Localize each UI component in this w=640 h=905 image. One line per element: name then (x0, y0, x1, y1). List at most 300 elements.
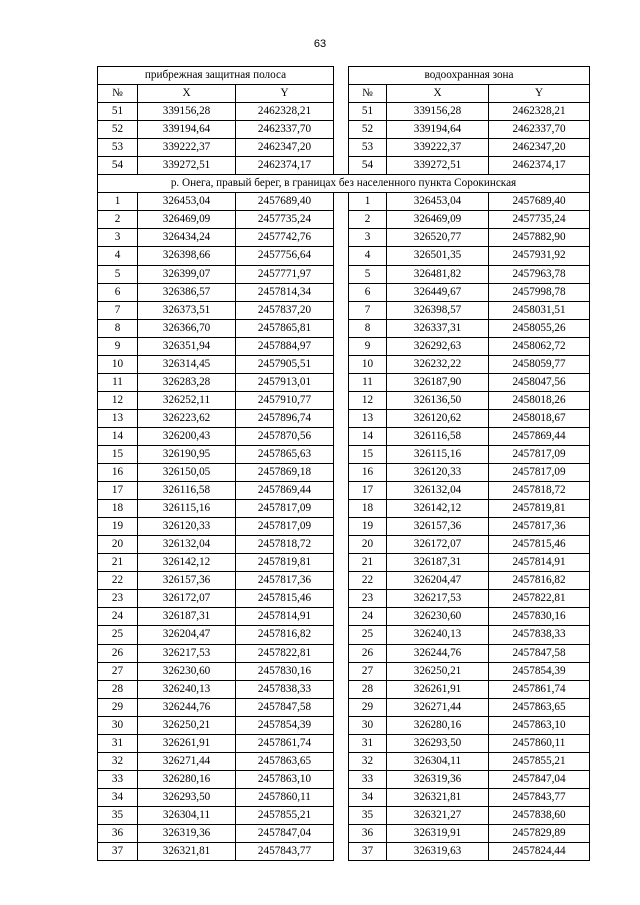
right-x-coordinate: 326453,04 (387, 193, 489, 211)
left-y-coordinate: 2457863,10 (236, 770, 334, 788)
right-y-coordinate: 2457817,09 (489, 445, 590, 463)
right-point-number: 11 (349, 373, 387, 391)
left-point-number: 1 (98, 193, 138, 211)
column-gap (334, 644, 349, 662)
left-x-coordinate: 326293,50 (138, 788, 236, 806)
right-y-coordinate: 2458047,56 (489, 373, 590, 391)
left-y-coordinate: 2457771,97 (236, 265, 334, 283)
table-row (98, 644, 590, 662)
left-point-number: 12 (98, 391, 138, 409)
left-y-coordinate: 2457816,82 (236, 626, 334, 644)
table-row (98, 265, 590, 283)
right-point-number: 26 (349, 644, 387, 662)
column-gap (334, 85, 349, 103)
right-point-number: 10 (349, 355, 387, 373)
table-row (98, 770, 590, 788)
table-row (98, 824, 590, 842)
right-y-coordinate: 2457843,77 (489, 788, 590, 806)
left-x-coordinate: 326187,31 (138, 608, 236, 626)
column-gap (334, 824, 349, 842)
right-y-coordinate: 2457882,90 (489, 229, 590, 247)
right-point-number: 1 (349, 193, 387, 211)
left-zone-title: прибрежная защитная полоса (98, 67, 334, 85)
left-x-coordinate: 326250,21 (138, 716, 236, 734)
table-row (98, 752, 590, 770)
right-y-coordinate: 2457817,36 (489, 518, 590, 536)
column-gap (334, 464, 349, 482)
left-x-coordinate: 326190,95 (138, 445, 236, 463)
right-y-coordinate: 2458031,51 (489, 301, 590, 319)
right-x-coordinate: 326120,33 (387, 464, 489, 482)
left-y-coordinate: 2462374,17 (236, 157, 334, 175)
table-row (98, 680, 590, 698)
right-x-coordinate: 326115,16 (387, 445, 489, 463)
right-y-coordinate: 2457817,09 (489, 464, 590, 482)
left-point-number: 5 (98, 265, 138, 283)
left-y-coordinate: 2457910,77 (236, 391, 334, 409)
left-y-coordinate: 2457838,33 (236, 680, 334, 698)
right-y-coordinate: 2462328,21 (489, 103, 590, 121)
column-gap (334, 247, 349, 265)
right-y-coordinate: 2457838,33 (489, 626, 590, 644)
left-point-number: 51 (98, 103, 138, 121)
right-point-number: 51 (349, 103, 387, 121)
right-point-number: 36 (349, 824, 387, 842)
right-x-coordinate: 326142,12 (387, 500, 489, 518)
left-x-coordinate: 326204,47 (138, 626, 236, 644)
table-row (98, 247, 590, 265)
right-x-coordinate: 326120,62 (387, 409, 489, 427)
right-point-number: 18 (349, 500, 387, 518)
left-x-coordinate: 326351,94 (138, 337, 236, 355)
left-y-coordinate: 2457742,76 (236, 229, 334, 247)
right-point-number: 15 (349, 445, 387, 463)
left-y-coordinate: 2457689,40 (236, 193, 334, 211)
column-gap (334, 283, 349, 301)
left-y-coordinate: 2457869,18 (236, 464, 334, 482)
left-y-coordinate: 2462347,20 (236, 139, 334, 157)
column-gap (334, 265, 349, 283)
right-point-number: 27 (349, 662, 387, 680)
right-y-coordinate: 2457931,92 (489, 247, 590, 265)
left-point-number: 6 (98, 283, 138, 301)
right-x-coordinate: 326337,31 (387, 319, 489, 337)
right-y-coordinate: 2462347,20 (489, 139, 590, 157)
left-y-coordinate: 2457819,81 (236, 554, 334, 572)
column-gap (334, 536, 349, 554)
right-header-y: Y (489, 85, 590, 103)
right-x-coordinate: 326469,09 (387, 211, 489, 229)
right-y-coordinate: 2457863,65 (489, 698, 590, 716)
left-point-number: 25 (98, 626, 138, 644)
left-x-coordinate: 326200,43 (138, 427, 236, 445)
left-point-number: 31 (98, 734, 138, 752)
right-x-coordinate: 326204,47 (387, 572, 489, 590)
left-x-coordinate: 326132,04 (138, 536, 236, 554)
right-y-coordinate: 2457830,16 (489, 608, 590, 626)
right-y-coordinate: 2457861,74 (489, 680, 590, 698)
right-point-number: 37 (349, 843, 387, 861)
right-x-coordinate: 326319,91 (387, 824, 489, 842)
left-header-number: № (98, 85, 138, 103)
column-gap (334, 445, 349, 463)
left-point-number: 7 (98, 301, 138, 319)
table-row (98, 716, 590, 734)
table-row (98, 283, 590, 301)
right-point-number: 33 (349, 770, 387, 788)
left-y-coordinate: 2457817,09 (236, 518, 334, 536)
left-point-number: 35 (98, 806, 138, 824)
left-y-coordinate: 2462337,70 (236, 121, 334, 139)
column-gap (334, 572, 349, 590)
left-y-coordinate: 2457913,01 (236, 373, 334, 391)
left-y-coordinate: 2457735,24 (236, 211, 334, 229)
column-gap (334, 337, 349, 355)
right-y-coordinate: 2462374,17 (489, 157, 590, 175)
left-point-number: 36 (98, 824, 138, 842)
left-point-number: 17 (98, 482, 138, 500)
right-x-coordinate: 326244,76 (387, 644, 489, 662)
left-x-coordinate: 326244,76 (138, 698, 236, 716)
left-x-coordinate: 326223,62 (138, 409, 236, 427)
right-x-coordinate: 339194,64 (387, 121, 489, 139)
column-gap (334, 373, 349, 391)
left-x-coordinate: 326172,07 (138, 590, 236, 608)
column-gap (334, 590, 349, 608)
left-x-coordinate: 326150,05 (138, 464, 236, 482)
right-x-coordinate: 339156,28 (387, 103, 489, 121)
right-y-coordinate: 2457829,89 (489, 824, 590, 842)
right-y-coordinate: 2457863,10 (489, 716, 590, 734)
column-gap (334, 554, 349, 572)
right-point-number: 2 (349, 211, 387, 229)
column-gap (334, 770, 349, 788)
right-point-number: 23 (349, 590, 387, 608)
right-point-number: 13 (349, 409, 387, 427)
column-gap (334, 193, 349, 211)
left-header-y: Y (236, 85, 334, 103)
right-x-coordinate: 326520,77 (387, 229, 489, 247)
left-point-number: 9 (98, 337, 138, 355)
left-y-coordinate: 2457869,44 (236, 482, 334, 500)
right-y-coordinate: 2457838,60 (489, 806, 590, 824)
coordinates-table (97, 66, 590, 861)
left-point-number: 22 (98, 572, 138, 590)
right-point-number: 34 (349, 788, 387, 806)
left-point-number: 16 (98, 464, 138, 482)
right-point-number: 14 (349, 427, 387, 445)
right-point-number: 21 (349, 554, 387, 572)
left-point-number: 32 (98, 752, 138, 770)
table-row (98, 536, 590, 554)
column-gap (334, 500, 349, 518)
section-row (98, 175, 590, 193)
right-y-coordinate: 2457998,78 (489, 283, 590, 301)
table-row (98, 482, 590, 500)
table-row (98, 391, 590, 409)
left-header-x: X (138, 85, 236, 103)
left-x-coordinate: 326217,53 (138, 644, 236, 662)
left-x-coordinate: 326261,91 (138, 734, 236, 752)
column-gap (334, 680, 349, 698)
left-point-number: 21 (98, 554, 138, 572)
left-y-coordinate: 2457817,36 (236, 572, 334, 590)
right-x-coordinate: 326293,50 (387, 734, 489, 752)
left-y-coordinate: 2457837,20 (236, 301, 334, 319)
left-point-number: 14 (98, 427, 138, 445)
right-x-coordinate: 326304,11 (387, 752, 489, 770)
right-point-number: 3 (349, 229, 387, 247)
table-row (98, 193, 590, 211)
left-x-coordinate: 326116,58 (138, 482, 236, 500)
right-y-coordinate: 2457869,44 (489, 427, 590, 445)
section-title: р. Онега, правый берег, в границах без населенного пункта Сорокинская (98, 175, 590, 193)
right-x-coordinate: 326398,57 (387, 301, 489, 319)
column-gap (334, 518, 349, 536)
right-point-number: 6 (349, 283, 387, 301)
right-x-coordinate: 326481,82 (387, 265, 489, 283)
right-x-coordinate: 326157,36 (387, 518, 489, 536)
table-row (98, 337, 590, 355)
right-x-coordinate: 339272,51 (387, 157, 489, 175)
left-x-coordinate: 339156,28 (138, 103, 236, 121)
left-x-coordinate: 326319,36 (138, 824, 236, 842)
column-gap (334, 391, 349, 409)
right-point-number: 7 (349, 301, 387, 319)
table-row (98, 464, 590, 482)
left-point-number: 18 (98, 500, 138, 518)
right-zone-title: водоохранная зона (349, 67, 590, 85)
left-y-coordinate: 2457847,58 (236, 698, 334, 716)
right-point-number: 24 (349, 608, 387, 626)
left-x-coordinate: 326399,07 (138, 265, 236, 283)
right-point-number: 28 (349, 680, 387, 698)
column-gap (334, 788, 349, 806)
column-gap (334, 157, 349, 175)
column-gap (334, 121, 349, 139)
left-y-coordinate: 2457860,11 (236, 788, 334, 806)
left-x-coordinate: 326453,04 (138, 193, 236, 211)
column-gap (334, 626, 349, 644)
left-y-coordinate: 2457843,77 (236, 843, 334, 861)
left-point-number: 29 (98, 698, 138, 716)
left-y-coordinate: 2457756,64 (236, 247, 334, 265)
right-point-number: 30 (349, 716, 387, 734)
right-x-coordinate: 326116,58 (387, 427, 489, 445)
column-gap (334, 229, 349, 247)
right-y-coordinate: 2462337,70 (489, 121, 590, 139)
left-x-coordinate: 326321,81 (138, 843, 236, 861)
left-y-coordinate: 2457817,09 (236, 500, 334, 518)
right-y-coordinate: 2457819,81 (489, 500, 590, 518)
right-y-coordinate: 2457824,44 (489, 843, 590, 861)
left-point-number: 23 (98, 590, 138, 608)
right-point-number: 32 (349, 752, 387, 770)
page-number: 63 (313, 38, 327, 50)
left-x-coordinate: 326157,36 (138, 572, 236, 590)
right-x-coordinate: 326271,44 (387, 698, 489, 716)
left-point-number: 4 (98, 247, 138, 265)
left-y-coordinate: 2457896,74 (236, 409, 334, 427)
right-y-coordinate: 2457860,11 (489, 734, 590, 752)
column-gap (334, 409, 349, 427)
left-x-coordinate: 326469,09 (138, 211, 236, 229)
zone-title-row (98, 67, 590, 85)
right-point-number: 29 (349, 698, 387, 716)
right-y-coordinate: 2458018,67 (489, 409, 590, 427)
left-y-coordinate: 2457865,63 (236, 445, 334, 463)
right-x-coordinate: 339222,37 (387, 139, 489, 157)
coordinates-table-body (98, 67, 590, 861)
right-y-coordinate: 2458018,26 (489, 391, 590, 409)
left-y-coordinate: 2457815,46 (236, 590, 334, 608)
table-row (98, 806, 590, 824)
right-point-number: 4 (349, 247, 387, 265)
right-point-number: 31 (349, 734, 387, 752)
right-x-coordinate: 326217,53 (387, 590, 489, 608)
left-point-number: 2 (98, 211, 138, 229)
left-point-number: 37 (98, 843, 138, 861)
right-point-number: 9 (349, 337, 387, 355)
table-row (98, 500, 590, 518)
table-row (98, 788, 590, 806)
left-y-coordinate: 2457855,21 (236, 806, 334, 824)
left-y-coordinate: 2457814,34 (236, 283, 334, 301)
left-point-number: 34 (98, 788, 138, 806)
right-y-coordinate: 2457818,72 (489, 482, 590, 500)
right-x-coordinate: 326501,35 (387, 247, 489, 265)
table-row (98, 843, 590, 861)
left-point-number: 10 (98, 355, 138, 373)
table-row (98, 301, 590, 319)
left-point-number: 24 (98, 608, 138, 626)
right-y-coordinate: 2457815,46 (489, 536, 590, 554)
table-row (98, 518, 590, 536)
column-gap (334, 319, 349, 337)
left-x-coordinate: 326283,28 (138, 373, 236, 391)
right-x-coordinate: 326250,21 (387, 662, 489, 680)
table-row (98, 590, 590, 608)
left-x-coordinate: 339194,64 (138, 121, 236, 139)
table-row (98, 427, 590, 445)
right-x-coordinate: 326187,90 (387, 373, 489, 391)
right-y-coordinate: 2457855,21 (489, 752, 590, 770)
table-row (98, 211, 590, 229)
column-gap (334, 139, 349, 157)
left-point-number: 54 (98, 157, 138, 175)
right-header-x: X (387, 85, 489, 103)
right-y-coordinate: 2457847,58 (489, 644, 590, 662)
right-x-coordinate: 326321,81 (387, 788, 489, 806)
table-row (98, 103, 590, 121)
right-y-coordinate: 2457814,91 (489, 554, 590, 572)
left-point-number: 53 (98, 139, 138, 157)
left-y-coordinate: 2462328,21 (236, 103, 334, 121)
column-gap (334, 698, 349, 716)
left-y-coordinate: 2457861,74 (236, 734, 334, 752)
column-gap (334, 806, 349, 824)
table-row (98, 734, 590, 752)
left-y-coordinate: 2457905,51 (236, 355, 334, 373)
left-x-coordinate: 326434,24 (138, 229, 236, 247)
right-point-number: 53 (349, 139, 387, 157)
left-point-number: 3 (98, 229, 138, 247)
left-y-coordinate: 2457847,04 (236, 824, 334, 842)
right-x-coordinate: 326230,60 (387, 608, 489, 626)
right-x-coordinate: 326319,36 (387, 770, 489, 788)
left-point-number: 26 (98, 644, 138, 662)
right-y-coordinate: 2457822,81 (489, 590, 590, 608)
right-x-coordinate: 326232,22 (387, 355, 489, 373)
right-x-coordinate: 326172,07 (387, 536, 489, 554)
right-point-number: 16 (349, 464, 387, 482)
column-gap (334, 752, 349, 770)
column-gap (334, 67, 349, 85)
right-x-coordinate: 326240,13 (387, 626, 489, 644)
left-x-coordinate: 326142,12 (138, 554, 236, 572)
right-point-number: 22 (349, 572, 387, 590)
left-x-coordinate: 326230,60 (138, 662, 236, 680)
left-y-coordinate: 2457818,72 (236, 536, 334, 554)
table-row (98, 139, 590, 157)
left-x-coordinate: 326366,70 (138, 319, 236, 337)
right-y-coordinate: 2457847,04 (489, 770, 590, 788)
right-x-coordinate: 326132,04 (387, 482, 489, 500)
left-x-coordinate: 326115,16 (138, 500, 236, 518)
table-row (98, 626, 590, 644)
table-row (98, 662, 590, 680)
left-x-coordinate: 326280,16 (138, 770, 236, 788)
left-point-number: 30 (98, 716, 138, 734)
right-x-coordinate: 326187,31 (387, 554, 489, 572)
column-gap (334, 301, 349, 319)
left-y-coordinate: 2457870,56 (236, 427, 334, 445)
column-gap (334, 355, 349, 373)
right-point-number: 5 (349, 265, 387, 283)
right-point-number: 17 (349, 482, 387, 500)
left-x-coordinate: 326240,13 (138, 680, 236, 698)
right-x-coordinate: 326449,67 (387, 283, 489, 301)
right-y-coordinate: 2457689,40 (489, 193, 590, 211)
left-point-number: 11 (98, 373, 138, 391)
right-header-number: № (349, 85, 387, 103)
left-y-coordinate: 2457822,81 (236, 644, 334, 662)
left-x-coordinate: 339222,37 (138, 139, 236, 157)
left-x-coordinate: 326120,33 (138, 518, 236, 536)
column-gap (334, 716, 349, 734)
right-y-coordinate: 2457963,78 (489, 265, 590, 283)
header-row (98, 85, 590, 103)
left-x-coordinate: 326252,11 (138, 391, 236, 409)
left-point-number: 27 (98, 662, 138, 680)
right-point-number: 52 (349, 121, 387, 139)
left-point-number: 15 (98, 445, 138, 463)
left-x-coordinate: 326386,57 (138, 283, 236, 301)
table-row (98, 355, 590, 373)
table-row (98, 698, 590, 716)
right-y-coordinate: 2457854,39 (489, 662, 590, 680)
right-y-coordinate: 2457735,24 (489, 211, 590, 229)
left-x-coordinate: 326398,66 (138, 247, 236, 265)
right-y-coordinate: 2458059,77 (489, 355, 590, 373)
column-gap (334, 103, 349, 121)
table-row (98, 229, 590, 247)
table-row (98, 121, 590, 139)
left-x-coordinate: 339272,51 (138, 157, 236, 175)
right-x-coordinate: 326319,63 (387, 843, 489, 861)
left-x-coordinate: 326271,44 (138, 752, 236, 770)
table-row (98, 409, 590, 427)
